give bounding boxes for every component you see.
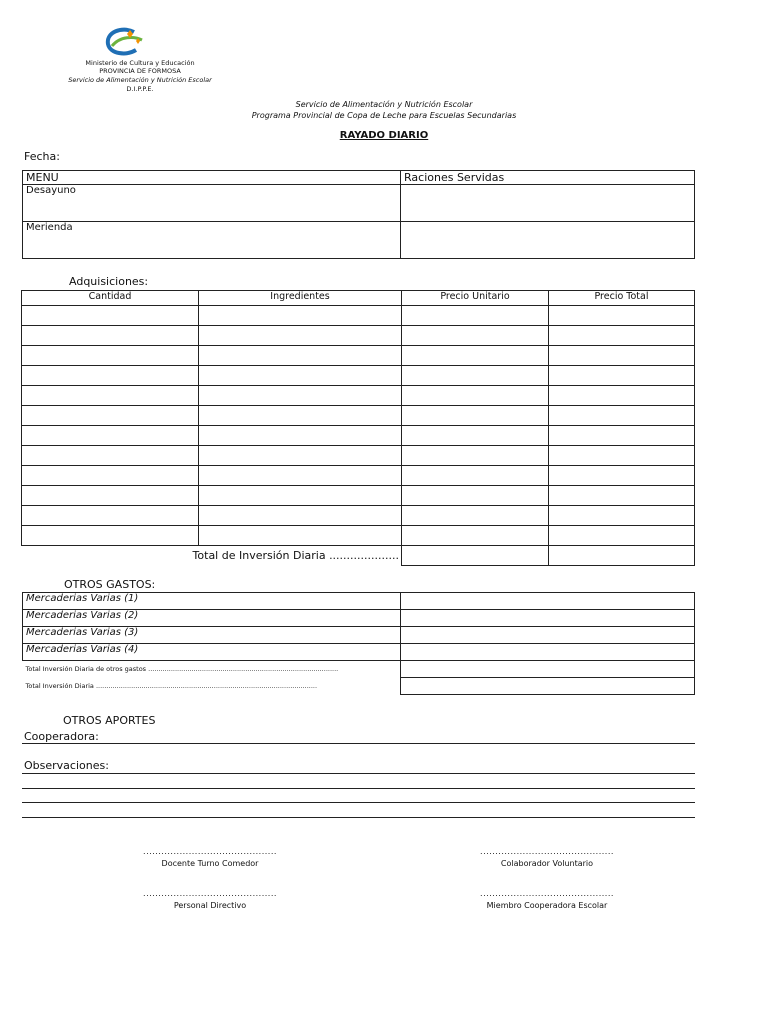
observaciones-line[interactable] bbox=[22, 817, 695, 818]
table-cell[interactable] bbox=[199, 386, 402, 406]
table-cell[interactable] bbox=[549, 306, 695, 326]
table-cell[interactable] bbox=[402, 426, 549, 446]
table-cell[interactable] bbox=[199, 446, 402, 466]
table-cell[interactable] bbox=[549, 386, 695, 406]
total-inversion-diaria-cell[interactable] bbox=[401, 678, 695, 695]
table-row bbox=[23, 610, 695, 627]
signature-dots: ............................................ bbox=[143, 847, 277, 856]
table-cell[interactable] bbox=[402, 526, 549, 546]
table-cell[interactable] bbox=[199, 326, 402, 346]
table-cell[interactable] bbox=[22, 426, 199, 446]
gasto-item-label: Mercaderias Varias (1) bbox=[23, 593, 401, 610]
total-inversion-diaria-label: Total Inversión Diaria ........................................................................................................... bbox=[25, 682, 318, 690]
gasto-item-label: Mercaderias Varias (4) bbox=[23, 644, 401, 661]
adquisiciones-label: Adquisiciones: bbox=[69, 275, 149, 288]
table-cell[interactable] bbox=[22, 446, 199, 466]
table-cell[interactable] bbox=[549, 526, 695, 546]
signature-label-miembro: Miembro Cooperadora Escolar bbox=[486, 901, 608, 910]
table-cell[interactable] bbox=[549, 466, 695, 486]
gasto-value-cell[interactable] bbox=[401, 593, 695, 610]
table-cell[interactable] bbox=[22, 326, 199, 346]
desayuno-raciones-cell[interactable] bbox=[401, 185, 695, 222]
table-cell[interactable] bbox=[199, 526, 402, 546]
total-inversion-label: Total de Inversión Diaria .................... bbox=[192, 549, 399, 563]
menu-header: MENU bbox=[23, 171, 401, 185]
table-row bbox=[22, 306, 695, 326]
service-name: Servicio de Alimentación y Nutrición Escolar bbox=[68, 76, 212, 84]
table-row bbox=[22, 426, 695, 446]
signature-miembro bbox=[447, 890, 647, 910]
total-otros-gastos-label: Total Inversión Diaria de otros gastos ............................................................................................ bbox=[25, 665, 339, 674]
table-cell[interactable] bbox=[402, 446, 549, 466]
table-cell[interactable] bbox=[402, 466, 549, 486]
otros-aportes-label: OTROS APORTES bbox=[63, 714, 156, 727]
signature-label-docente: Docente Turno Comedor bbox=[161, 859, 259, 868]
table-cell[interactable] bbox=[22, 526, 199, 546]
table-cell[interactable] bbox=[549, 446, 695, 466]
subtitle-line-2: Programa Provincial de Copa de Leche para Escuelas Secundarias bbox=[251, 111, 517, 120]
merienda-label: Merienda bbox=[23, 222, 401, 259]
table-cell[interactable] bbox=[199, 346, 402, 366]
signature-label-colaborador: Colaborador Voluntario bbox=[500, 859, 594, 868]
total-row bbox=[22, 546, 695, 566]
observaciones-line[interactable] bbox=[22, 802, 695, 803]
table-cell[interactable] bbox=[199, 366, 402, 386]
table-cell[interactable] bbox=[22, 506, 199, 526]
dippe-label: D.I.P.P.E. bbox=[126, 85, 154, 93]
table-cell[interactable] bbox=[22, 486, 199, 506]
table-row bbox=[22, 486, 695, 506]
page-title: RAYADO DIARIO bbox=[339, 130, 429, 141]
menu-table bbox=[22, 170, 695, 259]
signature-docente bbox=[110, 848, 310, 868]
cooperadora-line[interactable] bbox=[22, 743, 695, 744]
table-row bbox=[23, 644, 695, 661]
otros-gastos-label: OTROS GASTOS: bbox=[64, 578, 156, 591]
raciones-header: Raciones Servidas bbox=[401, 171, 695, 185]
signature-directivo bbox=[110, 890, 310, 910]
total-otros-gastos-cell[interactable] bbox=[401, 661, 695, 678]
table-cell[interactable] bbox=[402, 306, 549, 326]
gasto-value-cell[interactable] bbox=[401, 627, 695, 644]
observaciones-line[interactable] bbox=[22, 788, 695, 789]
table-cell[interactable] bbox=[549, 366, 695, 386]
table-row bbox=[22, 406, 695, 426]
table-cell[interactable] bbox=[549, 486, 695, 506]
table-row bbox=[22, 446, 695, 466]
table-cell[interactable] bbox=[22, 346, 199, 366]
ministry-name: Ministerio de Cultura y Educación bbox=[85, 59, 195, 67]
table-row bbox=[23, 678, 695, 695]
col-cantidad: Cantidad bbox=[22, 291, 199, 306]
ministry-logo-icon bbox=[100, 26, 146, 60]
table-cell[interactable] bbox=[549, 406, 695, 426]
table-row bbox=[22, 346, 695, 366]
signature-dots: ............................................ bbox=[480, 847, 614, 856]
table-cell[interactable] bbox=[402, 386, 549, 406]
table-cell[interactable] bbox=[22, 306, 199, 326]
table-cell[interactable] bbox=[402, 346, 549, 366]
observaciones-line[interactable] bbox=[22, 773, 695, 774]
total-precio-unitario-cell[interactable] bbox=[402, 546, 549, 566]
table-cell[interactable] bbox=[199, 466, 402, 486]
table-cell[interactable] bbox=[22, 406, 199, 426]
gasto-value-cell[interactable] bbox=[401, 610, 695, 627]
table-row bbox=[22, 506, 695, 526]
province-name: PROVINCIA DE FORMOSA bbox=[99, 67, 181, 75]
table-row bbox=[22, 386, 695, 406]
table-cell[interactable] bbox=[199, 486, 402, 506]
adquisiciones-table bbox=[21, 290, 695, 566]
table-cell[interactable] bbox=[199, 406, 402, 426]
table-cell[interactable] bbox=[549, 506, 695, 526]
table-cell[interactable] bbox=[199, 426, 402, 446]
table-row bbox=[22, 526, 695, 546]
table-cell[interactable] bbox=[199, 306, 402, 326]
desayuno-label: Desayuno bbox=[23, 185, 401, 222]
table-row bbox=[22, 326, 695, 346]
subtitle-line-1: Servicio de Alimentación y Nutrición Escolar bbox=[295, 100, 473, 109]
table-row bbox=[23, 661, 695, 678]
gasto-item-label: Mercaderias Varias (2) bbox=[23, 610, 401, 627]
col-precio-total: Precio Total bbox=[549, 291, 695, 306]
merienda-raciones-cell[interactable] bbox=[401, 222, 695, 259]
table-cell[interactable] bbox=[22, 466, 199, 486]
table-cell[interactable] bbox=[402, 486, 549, 506]
col-precio-unitario: Precio Unitario bbox=[402, 291, 549, 306]
table-cell[interactable] bbox=[22, 386, 199, 406]
gasto-value-cell[interactable] bbox=[401, 644, 695, 661]
table-row bbox=[23, 593, 695, 610]
signature-dots: ............................................ bbox=[143, 889, 277, 898]
gasto-item-label: Mercaderias Varias (3) bbox=[23, 627, 401, 644]
table-cell[interactable] bbox=[22, 366, 199, 386]
table-row bbox=[22, 466, 695, 486]
table-row bbox=[22, 366, 695, 386]
table-cell[interactable] bbox=[402, 406, 549, 426]
table-cell[interactable] bbox=[549, 346, 695, 366]
table-cell[interactable] bbox=[402, 326, 549, 346]
cooperadora-label: Cooperadora: bbox=[24, 730, 99, 743]
table-cell[interactable] bbox=[549, 426, 695, 446]
otros-gastos-table bbox=[22, 592, 695, 695]
fecha-label: Fecha: bbox=[24, 150, 60, 163]
table-cell[interactable] bbox=[402, 366, 549, 386]
signature-dots: ............................................ bbox=[480, 889, 614, 898]
total-precio-total-cell[interactable] bbox=[549, 546, 695, 566]
table-cell[interactable] bbox=[199, 506, 402, 526]
signature-colaborador bbox=[447, 848, 647, 868]
signature-label-directivo: Personal Directivo bbox=[173, 901, 247, 910]
table-row bbox=[23, 627, 695, 644]
observaciones-label: Observaciones: bbox=[24, 759, 109, 772]
col-ingredientes: Ingredientes bbox=[199, 291, 402, 306]
table-cell[interactable] bbox=[549, 326, 695, 346]
table-cell[interactable] bbox=[402, 506, 549, 526]
